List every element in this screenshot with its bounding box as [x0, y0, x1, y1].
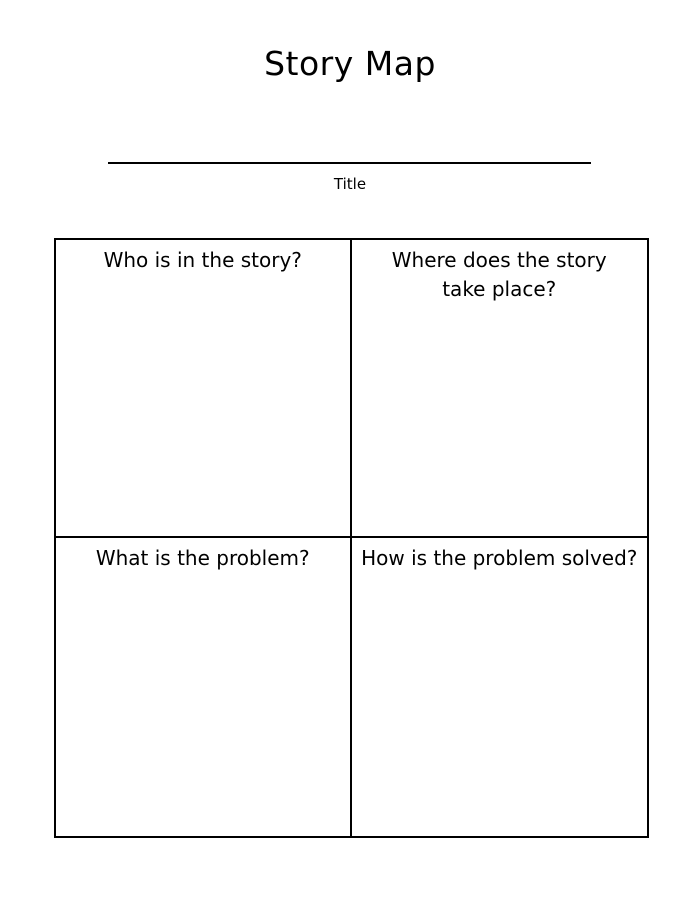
who-box[interactable]	[56, 240, 352, 538]
story-map-grid	[54, 238, 649, 838]
title-write-line[interactable]	[108, 162, 591, 164]
problem-box[interactable]	[56, 538, 352, 836]
solution-question: How is the problem solved?	[361, 546, 638, 570]
who-question: Who is in the story?	[103, 248, 302, 272]
problem-question: What is the problem?	[95, 546, 310, 570]
page-title: Story Map	[264, 44, 436, 83]
where-question: Where does the story take place?	[391, 248, 607, 301]
where-box[interactable]	[352, 240, 648, 538]
title-label: Title	[333, 175, 367, 193]
solution-box[interactable]	[352, 538, 648, 836]
